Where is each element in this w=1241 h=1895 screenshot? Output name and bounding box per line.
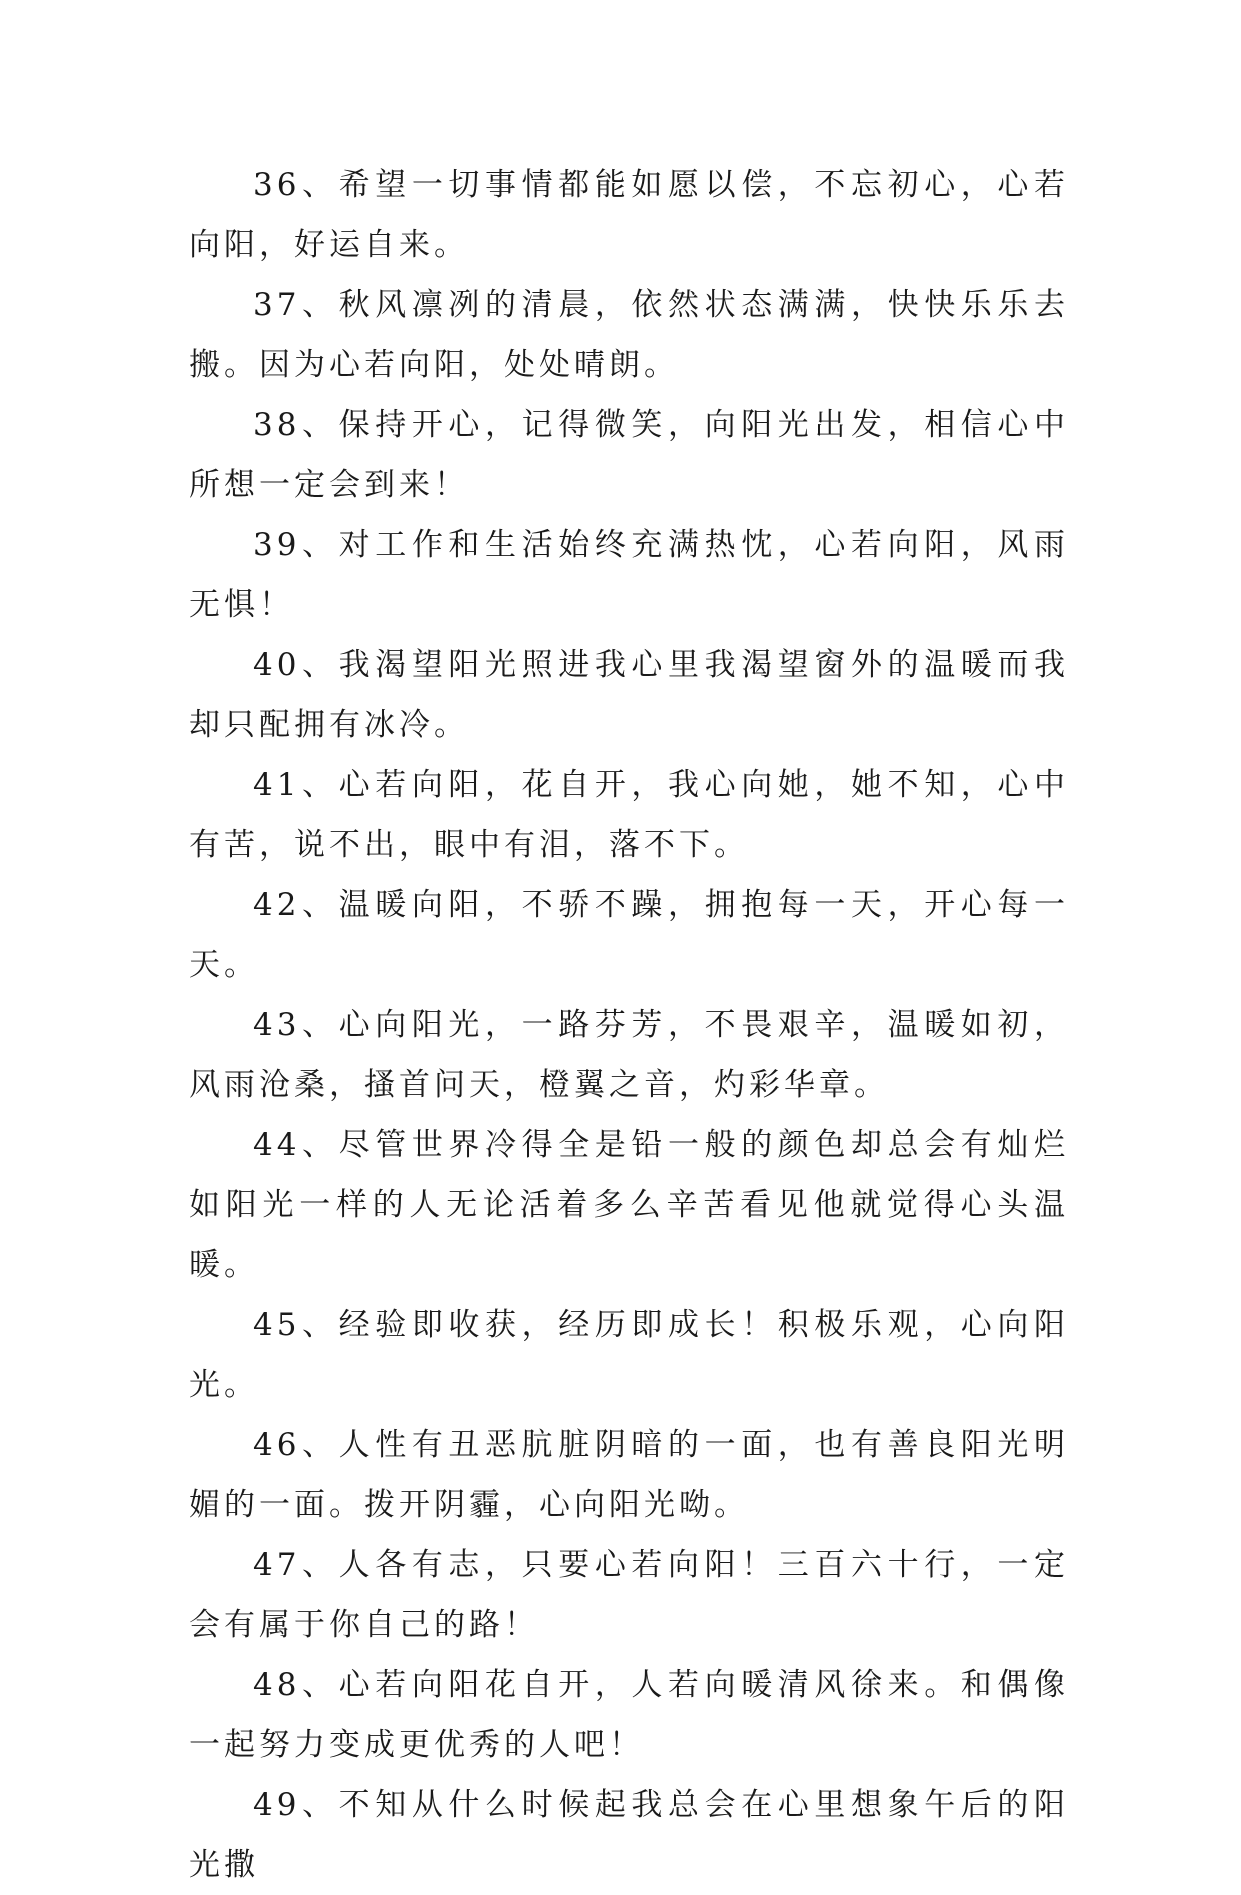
document-body <box>189 155 1069 1895</box>
paragraph-40: 40、我渴望阳光照进我心里我渴望窗外的温暖而我却只配拥有冰冷。 <box>189 647 1069 743</box>
paragraph-47: 47、人各有志，只要心若向阳！三百六十行，一定会有属于你自己的路！ <box>189 1547 1069 1643</box>
paragraph-38: 38、保持开心，记得微笑，向阳光出发，相信心中所想一定会到来！ <box>189 407 1069 503</box>
paragraph-48: 48、心若向阳花自开，人若向暖清风徐来。和偶像一起努力变成更优秀的人吧！ <box>189 1667 1069 1763</box>
paragraph-41: 41、心若向阳，花自开，我心向她，她不知，心中有苦，说不出，眼中有泪，落不下。 <box>189 767 1069 863</box>
paragraph-44: 44、尽管世界冷得全是铅一般的颜色却总会有灿烂如阳光一样的人无论活着多么辛苦看见他就觉得心头温暖。 <box>189 1127 1069 1283</box>
paragraph-39: 39、对工作和生活始终充满热忱，心若向阳，风雨无惧！ <box>189 527 1069 623</box>
paragraph-42: 42、温暖向阳，不骄不躁，拥抱每一天，开心每一天。 <box>189 887 1069 983</box>
paragraph-46: 46、人性有丑恶肮脏阴暗的一面，也有善良阳光明媚的一面。拨开阴霾，心向阳光呦。 <box>189 1427 1069 1523</box>
paragraph-49: 49、不知从什么时候起我总会在心里想象午后的阳光撒 <box>189 1787 1069 1883</box>
paragraph-43: 43、心向阳光，一路芬芳，不畏艰辛，温暖如初，风雨沧桑，搔首问天，橙翼之音，灼彩华章。 <box>189 1007 1069 1103</box>
paragraph-45: 45、经验即收获，经历即成长！积极乐观，心向阳光。 <box>189 1307 1069 1403</box>
paragraph-37: 37、秋风凛冽的清晨，依然状态满满，快快乐乐去搬。因为心若向阳，处处晴朗。 <box>189 287 1069 383</box>
paragraph-36: 36、希望一切事情都能如愿以偿，不忘初心，心若向阳，好运自来。 <box>189 167 1069 263</box>
